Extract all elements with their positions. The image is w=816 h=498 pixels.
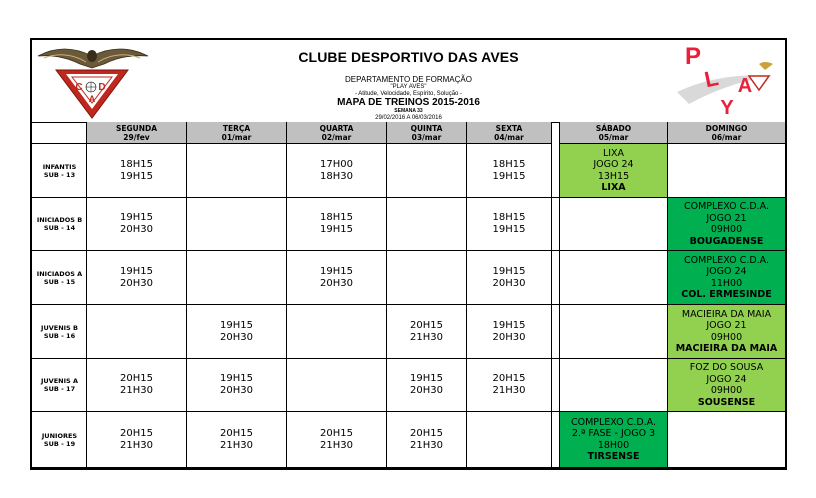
training-schedule-sheet — [30, 38, 787, 470]
training-slot — [87, 144, 187, 198]
training-start: 17H00 — [320, 158, 353, 170]
team-age-group: SUB - 19 — [43, 439, 76, 448]
saturday-game — [560, 144, 668, 198]
opponent-name: TIRSENSE — [587, 451, 640, 462]
saturday-game — [560, 251, 668, 305]
training-start: 18H15 — [320, 212, 353, 223]
weekend-day-header — [668, 122, 785, 144]
training-slot — [287, 359, 387, 412]
team-name: JUVENIS B — [41, 323, 78, 332]
training-slot — [87, 412, 187, 468]
team-age-group: SUB - 13 — [43, 170, 76, 179]
training-slot — [287, 198, 387, 251]
training-end: 19H15 — [492, 224, 526, 235]
training-end: 19H15 — [320, 224, 353, 235]
play-letter-a: A — [737, 75, 753, 97]
team-label — [32, 412, 87, 468]
training-start: 20H15 — [220, 427, 253, 439]
training-slot — [87, 305, 187, 359]
training-slot — [187, 412, 287, 468]
opponent-name: COL. ERMESINDE — [681, 289, 772, 300]
weekday-block-end — [551, 122, 552, 468]
training-slot — [287, 412, 387, 468]
opponent-name: LIXA — [601, 182, 626, 193]
team-age-group: SUB - 16 — [43, 331, 76, 340]
game-info-line: LIXA — [602, 147, 625, 159]
game-info-line: 09H00 — [710, 331, 743, 343]
team-label — [32, 144, 87, 198]
game-info-line: COMPLEXO C.D.A. — [570, 416, 657, 428]
sunday-game — [668, 144, 785, 198]
team-age-group: SUB - 17 — [43, 385, 76, 393]
game-info-line: MACIEIRA DA MAIA — [681, 308, 772, 320]
training-slot — [467, 198, 552, 251]
training-end: 20H30 — [120, 277, 153, 289]
sunday-game — [668, 198, 785, 251]
header-titles — [182, 46, 635, 122]
day-name: TERÇA — [222, 123, 251, 133]
training-end: 18H30 — [320, 170, 353, 182]
sunday-game — [668, 412, 785, 468]
training-slot — [287, 144, 387, 198]
training-end: 20H30 — [120, 224, 153, 235]
training-slot — [467, 359, 552, 412]
team-name: JUNIORES — [41, 431, 78, 440]
training-start: 18H15 — [492, 158, 526, 170]
training-end: 21H30 — [410, 439, 443, 451]
club-name: CLUBE DESPORTIVO DAS AVES — [298, 49, 519, 65]
training-slot — [387, 412, 467, 468]
saturday-game — [560, 305, 668, 359]
training-end: 20H30 — [220, 385, 253, 396]
play-letter-y: Y — [720, 97, 734, 119]
training-start: 20H15 — [410, 319, 443, 331]
team-name: INICIADOS B — [36, 216, 83, 224]
opponent-name: BOUGADENSE — [689, 235, 764, 247]
training-end: 20H30 — [220, 331, 253, 343]
training-end: 20H30 — [410, 385, 443, 396]
game-info-line: 11H00 — [710, 277, 743, 289]
day-date: 04/mar — [494, 132, 524, 142]
training-start: 19H15 — [320, 265, 353, 277]
sunday-game — [668, 251, 785, 305]
training-end: 20H30 — [492, 277, 526, 289]
day-header — [87, 122, 187, 144]
saturday-game — [560, 412, 668, 468]
training-slot — [287, 305, 387, 359]
week-label: SEMANA 33 — [394, 108, 423, 114]
training-start: 19H15 — [492, 265, 526, 277]
schedule-title: MAPA DE TREINOS 2015-2016 — [337, 97, 480, 108]
day-date: 06/mar — [711, 132, 742, 142]
opponent-name: SOUSENSE — [697, 396, 756, 408]
team-label — [32, 198, 87, 251]
training-slot — [467, 144, 552, 198]
training-start: 20H15 — [410, 427, 443, 439]
saturday-game — [560, 359, 668, 412]
crest-letter-a: A — [88, 94, 96, 104]
training-slot — [387, 144, 467, 198]
game-info-line: 18H00 — [597, 439, 630, 451]
day-name: DOMINGO — [705, 123, 748, 133]
training-start: 19H15 — [220, 319, 253, 331]
sunday-game — [668, 305, 785, 359]
game-info-line: 13H15 — [597, 170, 630, 182]
training-start: 19H15 — [492, 319, 526, 331]
day-date: 02/mar — [321, 132, 352, 142]
training-start: 18H15 — [492, 212, 526, 223]
day-date: 03/mar — [411, 132, 442, 142]
training-end: 19H15 — [120, 170, 153, 182]
training-end: 21H30 — [120, 439, 153, 451]
training-end: 20H30 — [320, 277, 353, 289]
saturday-game — [560, 198, 668, 251]
game-info-line: JOGO 24 — [593, 159, 634, 170]
game-info-line: JOGO 21 — [706, 320, 747, 331]
day-name: SÁBADO — [595, 123, 632, 133]
opponent-name: MACIEIRA DA MAIA — [675, 343, 778, 354]
club-crest-logo — [34, 42, 152, 120]
team-label — [32, 359, 87, 412]
day-header — [387, 122, 467, 144]
training-end: 19H15 — [492, 170, 526, 182]
training-slot — [287, 251, 387, 305]
department-name: DEPARTAMENTO DE FORMAÇÃO — [345, 75, 472, 84]
crest-letter-c: C — [75, 82, 83, 93]
label-divider — [86, 122, 87, 468]
team-name: JUVENIS A — [40, 377, 78, 385]
game-info-line: JOGO 21 — [706, 212, 747, 224]
training-slot — [87, 251, 187, 305]
training-slot — [187, 198, 287, 251]
game-info-line: 09H00 — [710, 224, 743, 235]
day-header — [287, 122, 387, 144]
training-start: 20H15 — [320, 427, 353, 439]
play-aves-logo — [669, 42, 781, 120]
day-name: QUINTA — [410, 123, 443, 133]
day-name: SEGUNDA — [115, 123, 158, 133]
weekend-day-header — [560, 122, 668, 144]
team-label — [32, 251, 87, 305]
training-slot — [387, 359, 467, 412]
training-end: 21H30 — [492, 385, 526, 396]
team-age-group: SUB - 14 — [43, 224, 76, 232]
training-end: 20H30 — [492, 331, 526, 343]
game-info-line: FOZ DO SOUSA — [689, 362, 764, 373]
team-label — [32, 305, 87, 359]
program-motto: - Atitude, Velocidade, Espírito, Solução - — [354, 91, 463, 97]
sunday-game — [668, 359, 785, 412]
training-start: 18H15 — [120, 158, 153, 170]
game-info-line: 09H00 — [710, 385, 743, 396]
day-date: 05/mar — [598, 132, 629, 142]
weekend-block-start — [559, 122, 560, 468]
training-start: 19H15 — [410, 373, 443, 384]
program-name: "PLAY AVES" — [390, 84, 427, 90]
training-slot — [387, 251, 467, 305]
training-slot — [467, 412, 552, 468]
day-date: 01/mar — [221, 132, 252, 142]
day-name: SEXTA — [495, 123, 523, 133]
training-end: 21H30 — [120, 385, 153, 396]
training-slot — [387, 305, 467, 359]
game-info-line: JOGO 24 — [706, 373, 747, 385]
training-slot — [187, 305, 287, 359]
training-start: 19H15 — [120, 212, 153, 223]
training-slot — [187, 359, 287, 412]
team-age-group: SUB - 15 — [43, 277, 76, 286]
training-end: 21H30 — [320, 439, 353, 451]
date-range: 29/02/2016 A 06/03/2016 — [375, 115, 442, 121]
day-date: 29/fev — [123, 132, 150, 142]
training-end: 21H30 — [410, 331, 443, 343]
day-name: QUARTA — [319, 123, 354, 133]
training-slot — [467, 251, 552, 305]
game-info-line: JOGO 24 — [706, 266, 747, 277]
training-start: 19H15 — [120, 265, 153, 277]
training-start: 20H15 — [120, 373, 153, 384]
training-slot — [87, 359, 187, 412]
game-info-line: 2.ª FASE - JOGO 3 — [571, 428, 656, 439]
day-header — [467, 122, 552, 144]
training-start: 19H15 — [220, 373, 253, 384]
team-name: INICIADOS A — [36, 269, 83, 278]
team-name: INFANTIS — [42, 162, 77, 171]
play-letter-l: L — [702, 65, 721, 93]
corner-blank — [32, 122, 87, 144]
training-start: 20H15 — [120, 427, 153, 439]
crest-letter-d: D — [98, 82, 106, 93]
game-info-line: COMPLEXO C.D.A. — [683, 201, 770, 212]
training-slot — [467, 305, 552, 359]
training-slot — [187, 251, 287, 305]
training-slot — [387, 198, 467, 251]
play-letter-p: P — [684, 43, 702, 70]
training-slot — [187, 144, 287, 198]
training-slot — [87, 198, 187, 251]
game-info-line: COMPLEXO C.D.A. — [683, 254, 770, 266]
day-header — [187, 122, 287, 144]
training-start: 20H15 — [492, 373, 526, 384]
training-end: 21H30 — [220, 439, 253, 451]
